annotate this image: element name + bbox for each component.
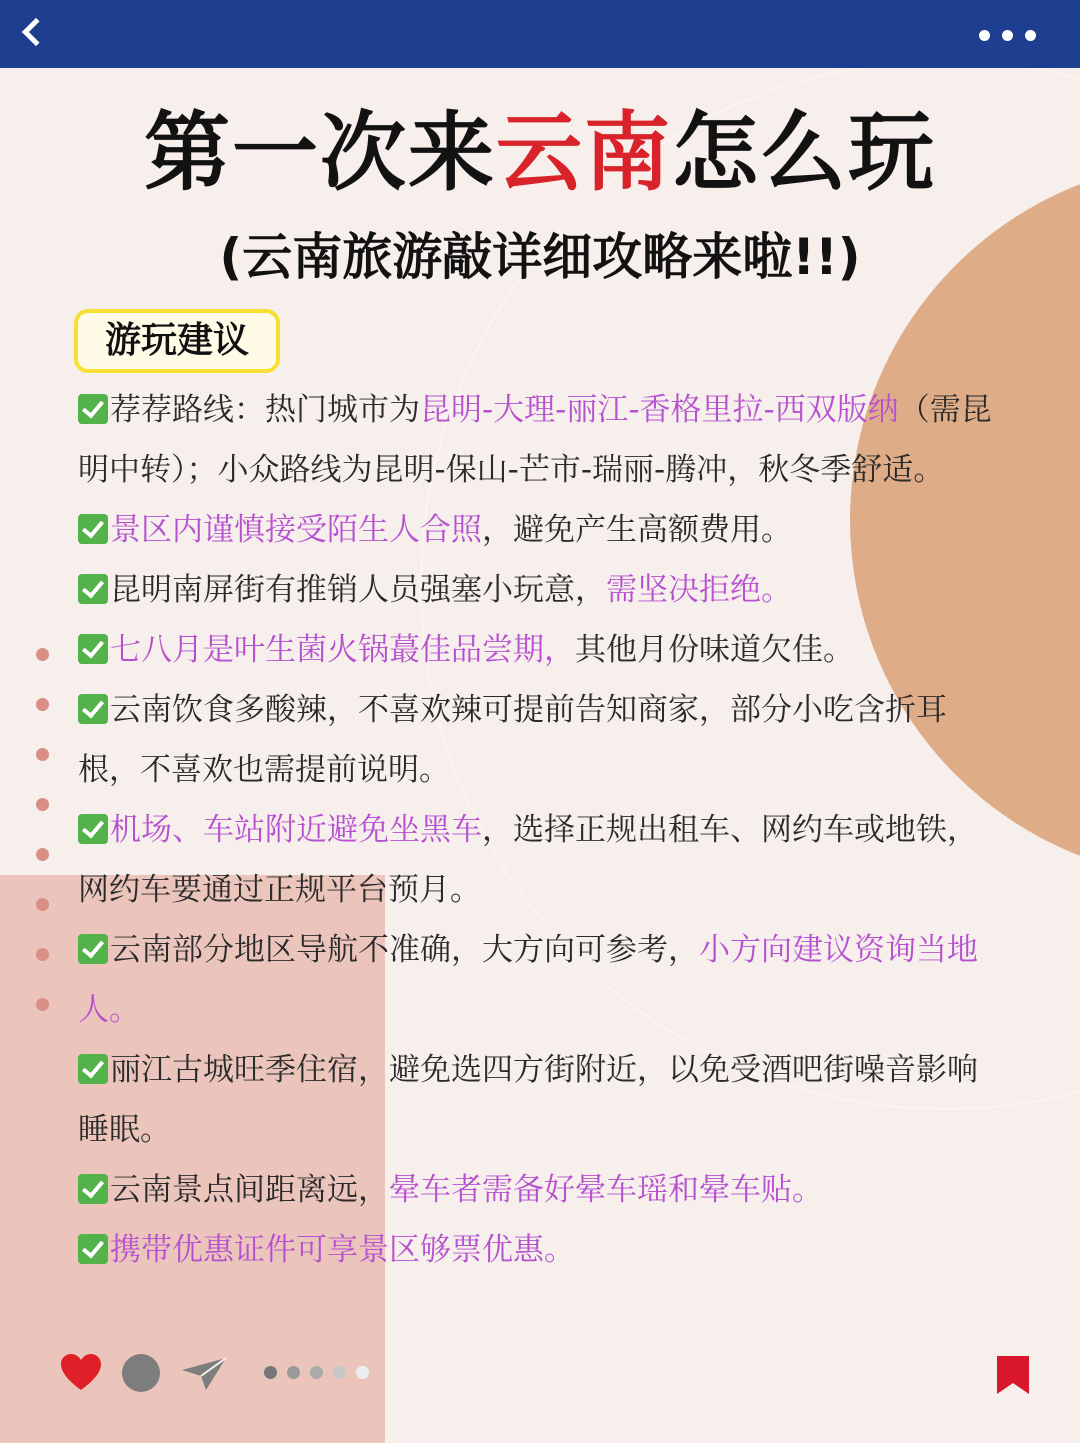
check-icon bbox=[78, 694, 108, 724]
page-title: 第一次来云南怎么玩 bbox=[144, 103, 936, 203]
tip-item: 景区内谨慎接受陌生人合照，避免产生高额费用。 bbox=[78, 500, 998, 560]
tip-item: 云南饮食多酸辣，不喜欢辣可提前告知商家，部分小吃含折耳根，不喜欢也需提前说明。 bbox=[78, 692, 947, 788]
tip-item: 携带优惠证件可享景区够票优惠。 bbox=[78, 1220, 998, 1280]
title-highlight: 云南 bbox=[496, 103, 672, 203]
tip-item: 荐荐路线：热门城市为昆明-大理-丽江-香格里拉-西双版纳（需昆明中转）；小众路线为昆明-保山-芒市-瑞丽-腾冲，秋冬季舒适。 bbox=[78, 392, 992, 488]
check-icon bbox=[78, 514, 108, 544]
image-pager bbox=[264, 1366, 369, 1379]
check-icon bbox=[78, 1234, 108, 1264]
tip-item: 昆明南屏街有推销人员强塞小玩意，需坚决拒绝。 bbox=[78, 560, 998, 620]
check-icon bbox=[78, 394, 108, 424]
tip-item: 云南部分地区导航不准确，大方向可参考，小方向建议资询当地人。 bbox=[78, 932, 978, 1028]
page-subtitle: (云南旅游敲详细攻略来啦!!) bbox=[219, 228, 861, 286]
check-icon bbox=[78, 634, 108, 664]
section-tag: 游玩建议 bbox=[74, 309, 280, 373]
more-icon[interactable] bbox=[979, 30, 1036, 41]
check-icon bbox=[78, 574, 108, 604]
check-icon bbox=[78, 1054, 108, 1084]
bottom-action-bar bbox=[0, 1340, 1080, 1410]
tip-item: 丽江古城旺季住宿，避免选四方街附近，以免受酒吧街噪音影响睡眠。 bbox=[78, 1052, 978, 1148]
chevron-left-icon[interactable] bbox=[22, 18, 50, 46]
check-icon bbox=[78, 814, 108, 844]
check-icon bbox=[78, 934, 108, 964]
tips-list bbox=[78, 380, 998, 1280]
tip-item: 云南景点间距离远，晕车者需备好晕车瑶和晕车贴。 bbox=[78, 1160, 998, 1220]
comment-icon[interactable] bbox=[122, 1354, 160, 1392]
tip-item: 机场、车站附近避免坐黑车，选择正规出租车、网约车或地铁，网约车要通过正规平台预月。 bbox=[78, 812, 978, 908]
top-nav-bar bbox=[0, 0, 1080, 68]
share-icon[interactable] bbox=[180, 1356, 228, 1392]
check-icon bbox=[78, 1174, 108, 1204]
tip-item: 七八月是叶生菌火锅蕞佳品尝期，其他月份味道欠佳。 bbox=[78, 620, 998, 680]
bookmark-icon[interactable] bbox=[997, 1356, 1029, 1394]
heart-icon[interactable] bbox=[60, 1354, 102, 1392]
